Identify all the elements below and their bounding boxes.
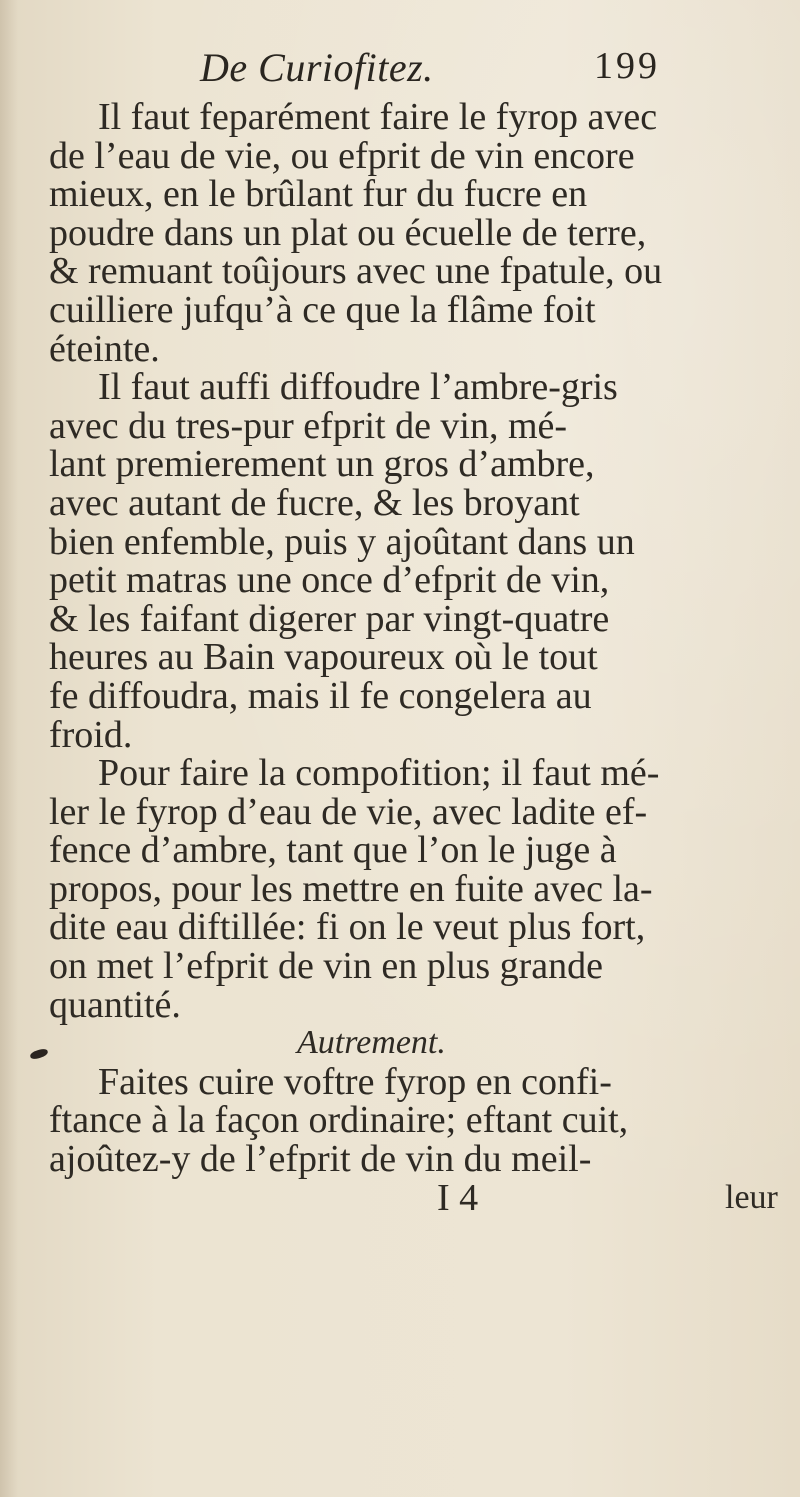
running-head: De Curiofitez. — [200, 45, 434, 90]
text-line: fence d’ambre, tant que l’on le juge à — [49, 829, 617, 872]
text-line: Il faut auffi diffoudre l’ambre-gris — [98, 366, 618, 409]
ink-blot — [29, 1048, 48, 1060]
text-line: fe diffoudra, mais il fe congelera au — [49, 674, 592, 717]
text-line: ajoûtez-y de l’efprit de vin du meil- — [49, 1138, 592, 1181]
text-line: dite eau diftillée: fi on le veut plus fort, — [49, 906, 646, 949]
text-line: & les faifant digerer par vingt-quatre — [49, 597, 610, 640]
text-line: ftance à la façon ordinaire; eftant cuit, — [49, 1099, 629, 1142]
text-line: mieux, en le brûlant fur du fucre en — [49, 173, 588, 216]
text-line: Faites cuire voftre fyrop en confi- — [98, 1060, 612, 1103]
page-header — [200, 44, 660, 94]
text-line: heures au Bain vapoureux où le tout — [49, 636, 598, 679]
body-text — [49, 98, 794, 1219]
text-line: cuilliere jufqu’à ce que la flâme foit — [49, 288, 596, 331]
text-line: propos, pour les mettre en fuite avec la- — [49, 867, 653, 910]
text-line: éteinte. — [49, 327, 160, 370]
text-line: lant premierement un gros d’ambre, — [49, 443, 595, 486]
page-footer — [49, 1176, 794, 1219]
text-line: Pour faire la compofition; il faut mé- — [98, 752, 660, 795]
text-line: Il faut feparément faire le fyrop avec — [98, 96, 658, 138]
text-line: avec du tres-pur efprit de vin, mé- — [49, 404, 568, 447]
signature-mark: I 4 — [437, 1176, 479, 1219]
text-line: on met l’efprit de vin en plus grande — [49, 945, 604, 988]
section-heading: Autrement. — [297, 1024, 446, 1062]
text-line: bien enfemble, puis y ajoûtant dans un — [49, 520, 635, 563]
text-line: ler le fyrop d’eau de vie, avec ladite ef- — [49, 790, 648, 833]
text-line: poudre dans un plat ou écuelle de terre, — [49, 211, 647, 254]
text-line: quantité. — [49, 983, 181, 1026]
text-line: & remuant toûjours avec une fpatule, ou — [49, 250, 663, 293]
page-number: 199 — [594, 45, 660, 87]
text-line: de l’eau de vie, ou efprit de vin encore — [49, 134, 635, 177]
text-line: froid. — [49, 713, 133, 756]
text-line: avec autant de fucre, & les broyant — [49, 481, 580, 524]
text-line: petit matras une once d’efprit de vin, — [49, 559, 610, 602]
gutter-shadow — [0, 0, 18, 1497]
catchword: leur — [725, 1178, 778, 1216]
